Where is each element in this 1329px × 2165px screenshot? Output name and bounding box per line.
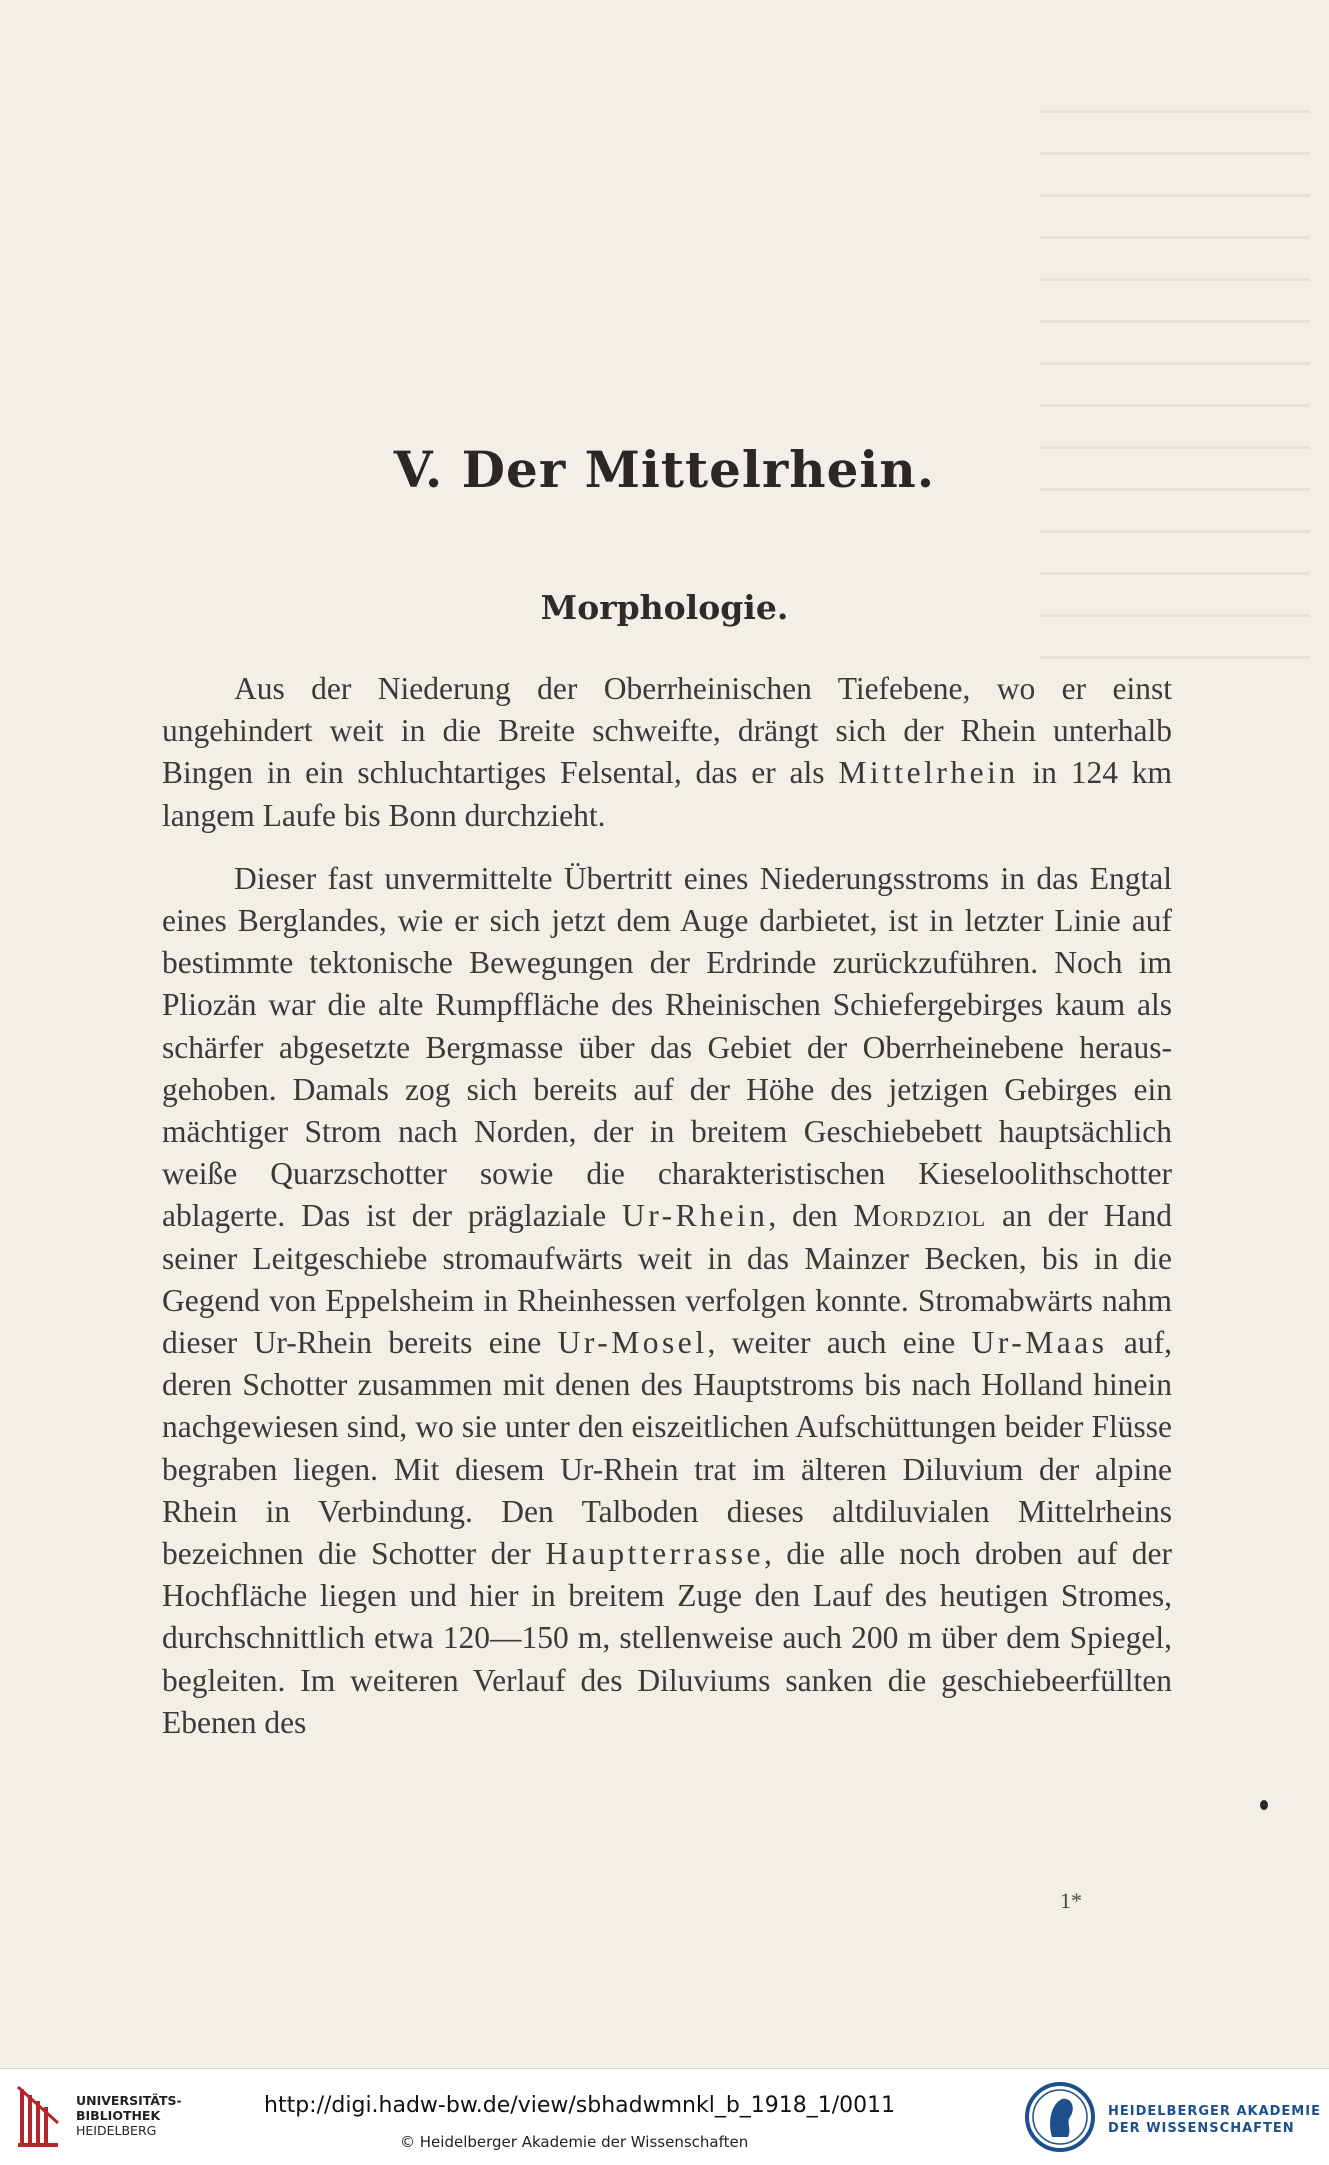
- text-run: auf, deren Schotter zusammen mit denen des Hauptstroms bis nach Holland hinein nachgewiesen sind, wo sie unter den eiszeitlichen Aufschüttungen beider Flüsse begraben liegen. Mit diesem Ur-Rhein trat im älteren Diluvium der alpine Rhein in Verbindung. Den Talboden dieses altdiluvialen Mittelrheins bezeichnen die Schotter der: [162, 1325, 1172, 1572]
- text-run: , die alle noch droben auf der Hochfläche liegen und hier in breitem Zuge den Lauf des heutigen Stromes, durchschnittlich etwa 120—150 m, stellenweise auch 200 m über dem Spiegel, begleiten. Im weiteren Verlauf des Diluviums sanken die geschiebeerfüllten Ebenen des: [162, 1536, 1172, 1740]
- academy-name: [1108, 2103, 1321, 2137]
- library-name-line1: UNIVERSITÄTS-: [76, 2093, 182, 2108]
- emphasized-term: Ur-Maas: [971, 1325, 1108, 1361]
- text-run: an der Hand seiner Leitgeschiebe stromaufwärts weit in das Mainzer Becken, bis in die Gegend von Eppelsheim in Rheinhessen verfolgen konnte. Stromabwärts nahm dieser Ur-Rhein bereits eine: [162, 1198, 1172, 1361]
- text-run: , weiter auch eine: [707, 1325, 972, 1361]
- chapter-title: V. Der Mittelrhein.: [393, 440, 936, 499]
- library-name: [76, 2093, 182, 2138]
- emphasized-term: Mittelrhein: [838, 755, 1019, 791]
- academy-name-line1: HEIDELBERGER AKADEMIE: [1108, 2104, 1321, 2119]
- viewer-footer: [0, 2068, 1329, 2165]
- copyright-notice: © Heidelberger Akademie der Wissenschaften: [400, 2133, 749, 2151]
- library-name-line2: BIBLIOTHEK: [76, 2108, 161, 2123]
- section-title: Morphologie.: [540, 588, 789, 627]
- ink-dot: [1260, 1800, 1268, 1810]
- emphasized-term: Ur-Rhein: [621, 1198, 769, 1234]
- text-run: Aus der Niederung der Oberrheinischen Tiefebene, wo er einst ungehindert weit in die Breite schweifte, drängt sich der Rhein unterhalb Bingen in ein schluchtartiges Felsental, das er als: [162, 671, 1172, 791]
- author-name: Mordziol: [853, 1198, 987, 1234]
- academy-seal-icon: [1024, 2079, 1096, 2155]
- emphasized-term: Hauptterrasse: [545, 1536, 765, 1572]
- body-text: [162, 668, 1172, 1744]
- paragraph-1: [162, 668, 1172, 837]
- paragraph-2: [162, 858, 1172, 1744]
- text-run: , den: [768, 1198, 854, 1234]
- academy-name-line2: DER WISSENSCHAFTEN: [1108, 2121, 1295, 2136]
- permalink-url[interactable]: http://digi.hadw-bw.de/view/sbhadwmnkl_b_1918_1/0011: [264, 2093, 896, 2118]
- emphasized-term: Ur-Mosel: [557, 1325, 708, 1361]
- signature-mark: 1*: [1060, 1888, 1082, 1913]
- library-name-line3: HEIDELBERG: [76, 2123, 157, 2138]
- text-run: Dieser fast unvermittelte Übertritt eines Niederungsstroms in das Engtal eines Berglandes, wie er sich jetzt dem Auge darbietet, ist in letzter Linie auf bestimmte tektonische Bewegungen der Erdrinde zurückzuführen. Noch im Pliozän war die alte Rumpffläche des Rheinischen Schiefergebirges kaum als schärfer abgesetzte Bergmasse über das Gebiet der Oberrheinebene herausgehoben. Damals zog sich bereits auf der Höhe des jetzigen Gebirges ein mächtiger Strom nach Norden, der in breitem Geschiebebett hauptsächlich weiße Quarzschotter sowie die charakteristischen Kieseloolithschotter ablagerte. Das ist der präglaziale: [162, 860, 1172, 1234]
- text-run: in 124 km langem Laufe bis Bonn durchzieht.: [162, 755, 1172, 833]
- bleed-through-texture: [1040, 110, 1310, 670]
- university-library-logo-icon: [14, 2083, 66, 2151]
